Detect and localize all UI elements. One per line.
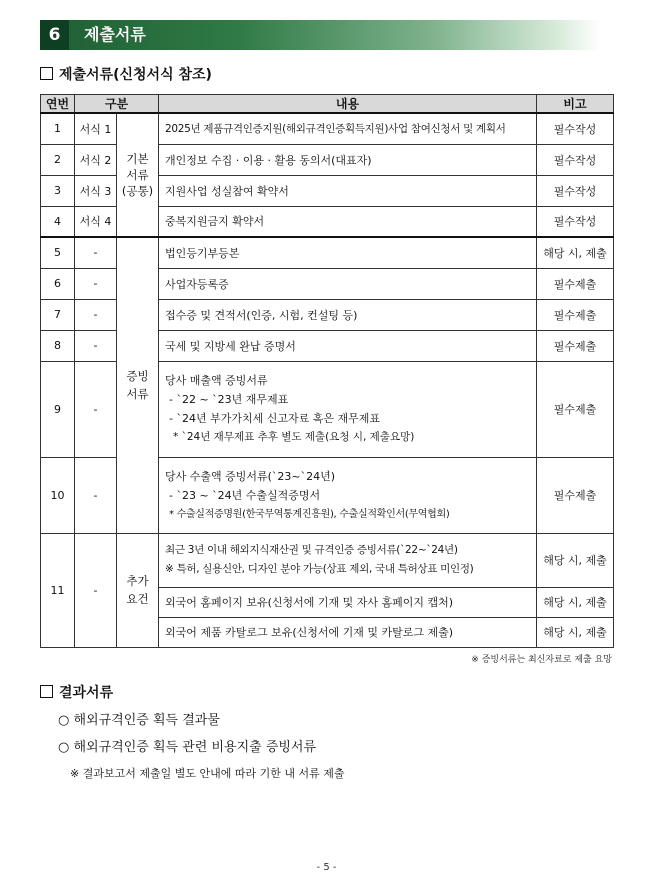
- row-note: 필수제출: [537, 361, 614, 457]
- section-banner: [40, 20, 601, 50]
- row-content: 사업자등록증: [159, 268, 537, 299]
- group-extra: 추가 요건: [117, 533, 159, 647]
- page-number: - 5 -: [316, 862, 337, 873]
- row-note: 필수제출: [537, 268, 614, 299]
- row-no: 3: [41, 175, 75, 206]
- row-content: 중복지원금지 확약서: [159, 206, 537, 237]
- row-content: 지원사업 성실참여 확약서: [159, 175, 537, 206]
- content-line: - `22 ~ `23년 재무제표: [169, 393, 289, 406]
- row-note: 필수제출: [537, 299, 614, 330]
- result-item: ○ 해외규격인증 획득 관련 비용지출 증빙서류: [58, 740, 317, 755]
- row-form: -: [75, 237, 117, 268]
- row-note: 필수작성: [537, 175, 614, 206]
- content-line: ※ 특허, 실용신안, 디자인 분야 가능(상표 제외, 국내 특허상표 미인정): [165, 563, 474, 575]
- row-no: 10: [41, 457, 75, 533]
- row-no: 5: [41, 237, 75, 268]
- row-content: 외국어 제품 카탈로그 보유(신청서에 기재 및 카탈로그 제출): [159, 617, 537, 647]
- content-line: 당사 매출액 증빙서류: [165, 374, 268, 387]
- table-header-row: [41, 95, 614, 114]
- row-form: -: [75, 361, 117, 457]
- col-header-no: 연번: [41, 95, 75, 114]
- table-footnote: ※ 증빙서류는 최신자료로 제출 요망: [471, 655, 612, 665]
- row-no: 4: [41, 206, 75, 237]
- row-no: 2: [41, 144, 75, 175]
- table-row: [41, 113, 614, 144]
- row-content: 개인정보 수집 · 이용 · 활용 동의서(대표자): [159, 144, 537, 175]
- row-no: 11: [41, 533, 75, 647]
- content-line: 최근 3년 이내 해외지식재산권 및 규격인증 증빙서류(`22~`24년): [165, 544, 458, 556]
- submission-table: [40, 94, 614, 648]
- row-form: -: [75, 268, 117, 299]
- content-line: - `24년 부가가치세 신고자료 혹은 재무제표: [169, 412, 380, 425]
- content-line: * `24년 재무제표 추후 별도 제출(요청 시, 제출요망): [173, 431, 415, 443]
- row-form: -: [75, 299, 117, 330]
- col-header-category: 구분: [75, 95, 159, 114]
- table-row: [41, 237, 614, 268]
- row-note: 필수작성: [537, 113, 614, 144]
- row-note: 필수작성: [537, 206, 614, 237]
- result-note: ※ 결과보고서 제출일 별도 안내에 따라 기한 내 서류 제출: [70, 767, 345, 780]
- row-content: 접수증 및 견적서(인증, 시험, 컨설팅 등): [159, 299, 537, 330]
- row-no: 8: [41, 330, 75, 361]
- group-evidence: 증빙 서류: [117, 237, 159, 533]
- content-line: 당사 수출액 증빙서류(`23~`24년): [165, 469, 336, 483]
- content-line: - `23 ~ `24년 수출실적증명서: [169, 488, 321, 502]
- row-content: [159, 361, 537, 457]
- row-form: 서식 2: [75, 144, 117, 175]
- col-header-note: 비고: [537, 95, 614, 114]
- row-no: 6: [41, 268, 75, 299]
- row-form: -: [75, 533, 117, 647]
- row-note: 필수제출: [537, 457, 614, 533]
- section-number: 6: [40, 20, 69, 50]
- row-note: 필수제출: [537, 330, 614, 361]
- submission-heading: 제출서류(신청서식 참조): [40, 66, 212, 84]
- col-header-content: 내용: [159, 95, 537, 114]
- row-no: 7: [41, 299, 75, 330]
- row-form: 서식 4: [75, 206, 117, 237]
- row-note: 해당 시, 제출: [537, 533, 614, 587]
- row-note: 해당 시, 제출: [537, 237, 614, 268]
- row-form: 서식 1: [75, 113, 117, 144]
- group-basic: 기본 서류 (공통): [117, 113, 159, 237]
- content-line: * 수출실적증명원(한국무역통계진흥원), 수출실적확인서(무역협회): [169, 508, 450, 520]
- row-form: -: [75, 457, 117, 533]
- row-note: 필수작성: [537, 144, 614, 175]
- row-note: 해당 시, 제출: [537, 587, 614, 617]
- checkbox-square-icon: [40, 67, 53, 80]
- row-content: 2025년 제품규격인증지원(해외규격인증획득지원)사업 참여신청서 및 계획서: [159, 113, 537, 144]
- row-form: 서식 3: [75, 175, 117, 206]
- row-content: 국세 및 지방세 완납 증명서: [159, 330, 537, 361]
- row-content: 외국어 홈페이지 보유(신청서에 기재 및 자사 홈페이지 캡처): [159, 587, 537, 617]
- row-content: 법인등기부등본: [159, 237, 537, 268]
- row-content: [159, 533, 537, 587]
- table-row: [41, 533, 614, 587]
- row-no: 9: [41, 361, 75, 457]
- row-no: 1: [41, 113, 75, 144]
- row-note: 해당 시, 제출: [537, 617, 614, 647]
- result-item: ○ 해외규격인증 획득 결과물: [58, 713, 220, 728]
- row-content: [159, 457, 537, 533]
- checkbox-square-icon: [40, 685, 53, 698]
- section-title: 제출서류: [84, 25, 146, 44]
- result-heading: 결과서류: [40, 684, 113, 702]
- row-form: -: [75, 330, 117, 361]
